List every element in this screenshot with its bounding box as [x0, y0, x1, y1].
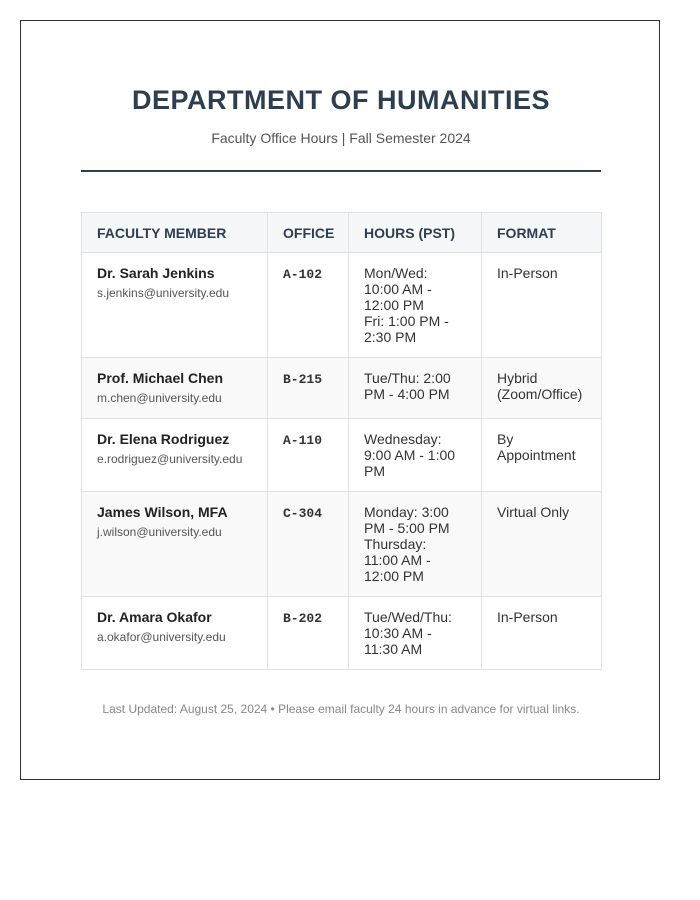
format-cell — [482, 419, 602, 492]
faculty-name: Dr. Elena Rodriguez — [97, 431, 230, 447]
office-cell — [268, 358, 349, 419]
office-hours-document — [20, 20, 660, 780]
office-number: C-304 — [283, 506, 323, 521]
hours-cell — [349, 253, 482, 358]
table-row — [82, 597, 602, 670]
office-cell — [268, 419, 349, 492]
faculty-cell — [82, 597, 268, 670]
faculty-cell — [82, 419, 268, 492]
faculty-email: m.chen@university.edu — [97, 391, 222, 405]
table-header — [82, 213, 602, 253]
office-hours-text: Wednesday: 9:00 AM - 1:00 PM — [364, 431, 456, 479]
meeting-format: In-Person — [497, 265, 558, 281]
office-number: B-215 — [283, 372, 323, 387]
faculty-cell — [82, 492, 268, 597]
hours-cell — [349, 597, 482, 670]
column-header-faculty: FACULTY MEMBER — [82, 213, 268, 253]
table-row — [82, 492, 602, 597]
hours-cell — [349, 492, 482, 597]
meeting-format: By Appointment — [497, 431, 576, 463]
office-hours-text: Tue/Thu: 2:00 PM - 4:00 PM — [364, 370, 451, 402]
office-hours-text: Mon/Wed: 10:00 AM - 12:00 PM Fri: 1:00 PM - 2:30 PM — [364, 265, 449, 345]
faculty-email: a.okafor@university.edu — [97, 630, 226, 644]
faculty-cell — [82, 358, 268, 419]
office-hours-table — [81, 212, 602, 670]
column-header-format: FORMAT — [482, 213, 602, 253]
faculty-name: Dr. Sarah Jenkins — [97, 265, 215, 281]
hours-cell — [349, 419, 482, 492]
format-cell — [482, 253, 602, 358]
office-cell — [268, 597, 349, 670]
faculty-name: Dr. Amara Okafor — [97, 609, 212, 625]
office-cell — [268, 492, 349, 597]
table-row — [82, 419, 602, 492]
footer-note: Last Updated: August 25, 2024 • Please email faculty 24 hours in advance for virtual links. — [102, 702, 580, 716]
column-header-hours: HOURS (PST) — [349, 213, 482, 253]
document-subtitle: Faculty Office Hours | Fall Semester 2024 — [211, 130, 471, 146]
format-cell — [482, 492, 602, 597]
header-divider — [81, 170, 601, 172]
faculty-email: s.jenkins@university.edu — [97, 286, 230, 300]
faculty-name: James Wilson, MFA — [97, 504, 228, 520]
faculty-name: Prof. Michael Chen — [97, 370, 224, 386]
table-header-row — [82, 213, 602, 253]
table-row — [82, 358, 602, 419]
format-cell — [482, 358, 602, 419]
department-title: DEPARTMENT OF HUMANITIES — [132, 85, 550, 115]
faculty-email: e.rodriguez@university.edu — [97, 452, 243, 466]
office-hours-text: Monday: 3:00 PM - 5:00 PM Thursday: 11:00 AM - 12:00 PM — [364, 504, 450, 584]
column-header-office: OFFICE — [268, 213, 349, 253]
format-cell — [482, 597, 602, 670]
office-number: A-102 — [283, 267, 323, 282]
meeting-format: Hybrid (Zoom/Office) — [497, 370, 583, 402]
faculty-cell — [82, 253, 268, 358]
faculty-email: j.wilson@university.edu — [97, 525, 222, 539]
table-row — [82, 253, 602, 358]
office-number: A-110 — [283, 433, 323, 448]
office-cell — [268, 253, 349, 358]
office-hours-text: Tue/Wed/Thu: 10:30 AM - 11:30 AM — [364, 609, 452, 657]
meeting-format: Virtual Only — [497, 504, 570, 520]
office-number: B-202 — [283, 611, 323, 626]
hours-cell — [349, 358, 482, 419]
meeting-format: In-Person — [497, 609, 558, 625]
table-body — [82, 253, 602, 670]
